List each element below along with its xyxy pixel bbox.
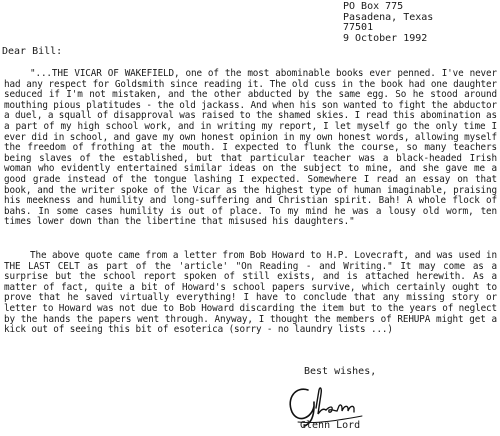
address-line-zip: 77501 <box>343 22 374 33</box>
letter-date: 9 October 1992 <box>343 32 428 44</box>
address-line-city: Pasadena, Texas <box>343 11 434 23</box>
salutation: Dear Bill: <box>2 46 63 57</box>
closing: Best wishes, <box>304 366 377 377</box>
sender-address <box>343 2 433 44</box>
address-line-po-box: PO Box 775 <box>343 1 404 12</box>
quoted-passage: "...THE VICAR OF WAKEFIELD, one of the most abominable books ever penned. I've never had any respect for Goldsmith since reading it. The old cuss in the book had one daughter seduced if I'm not mistaken, and the other abducted by the same egg. So he stood around mouthing pious platitudes - the old jackass. And when his son wanted to fight the abductor a duel, a squall of disapproval was raised to the shamed skies. I read this abomination as a part of my high school work, and in writing my report, I let myself go the only time I ever did in school, and gave my own honest opinion in my own honest words, allowing myself the freedom of frothing at the mouth. I expected to flunk the course, so many teachers being slaves of the established, but that particular teacher was a black-headed Irish woman who evidently entertained similar ideas on the subject to mine, and she gave me a good grade instead of the tongue lashing I expected. Somewhere I read an essay on that book, and the writer spoke of the Vicar as the highest type of human imaginable, praising his meekness and humility and long-suffering and Christian spirit. Bah! A whole flock of bahs. In some cases humility is out of place. To my mind he was a lousy old worm, ten times lower down than the libertine that misused his daughters." <box>4 68 497 228</box>
signatory-name: Glenn Lord <box>300 420 361 431</box>
body-paragraph: The above quote came from a letter from Bob Howard to H.P. Lovecraft, and was used in THE LAST CELT as part of the 'article' "On Reading - and Writing." It may come as a surprise but the school report spoken of still exists, and is attached herewith. As a matter of fact, quite a bit of Howard's school papers survive, which certainly ought to prove that he saved virtually everything! I have to conclude that any missing story or letter to Howard was not due to Bob Howard discarding the item but to the years of neglect by the hands the papers went through. Anyway, I thought the members of REHUPA might get a kick out of seeing this bit of esoterica (sorry - no laundry lists ...) <box>4 250 497 336</box>
